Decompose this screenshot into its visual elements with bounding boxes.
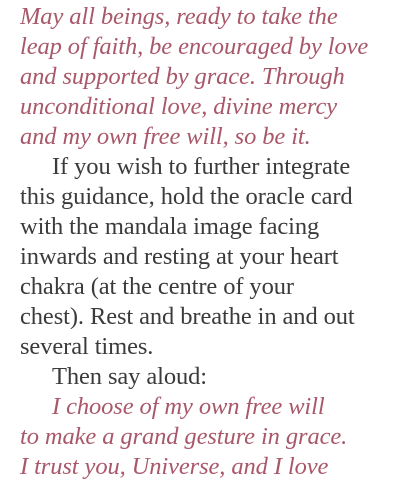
blessing-line: and my own free will, so be it.	[20, 123, 311, 150]
say-aloud-line: Then say aloud:	[52, 363, 207, 390]
affirmation-line: I trust you, Universe, and I love	[20, 453, 329, 480]
instruction-line: If you wish to further integrate	[52, 153, 351, 180]
affirmation-line: I choose of my own free will	[52, 393, 325, 420]
instruction-line: this guidance, hold the oracle card	[20, 183, 353, 210]
blessing-line: and supported by grace. Through	[20, 63, 345, 90]
affirmation-line: to make a grand gesture in grace.	[20, 423, 348, 450]
blessing-line: May all beings, ready to take the	[20, 3, 338, 30]
affirmation-paragraph	[20, 392, 396, 482]
instruction-line: chakra (at the centre of your	[20, 273, 294, 300]
blessing-line: unconditional love, divine mercy	[20, 93, 338, 120]
instruction-line: inwards and resting at your heart	[20, 243, 339, 270]
blessing-paragraph	[20, 2, 396, 152]
instruction-line: several times.	[20, 333, 154, 360]
blessing-line: leap of faith, be encouraged by love	[20, 33, 369, 60]
instruction-line: with the mandala image facing	[20, 213, 320, 240]
instruction-line: chest). Rest and breathe in and out	[20, 303, 355, 330]
instruction-paragraph	[20, 152, 396, 362]
document-page	[20, 2, 396, 482]
